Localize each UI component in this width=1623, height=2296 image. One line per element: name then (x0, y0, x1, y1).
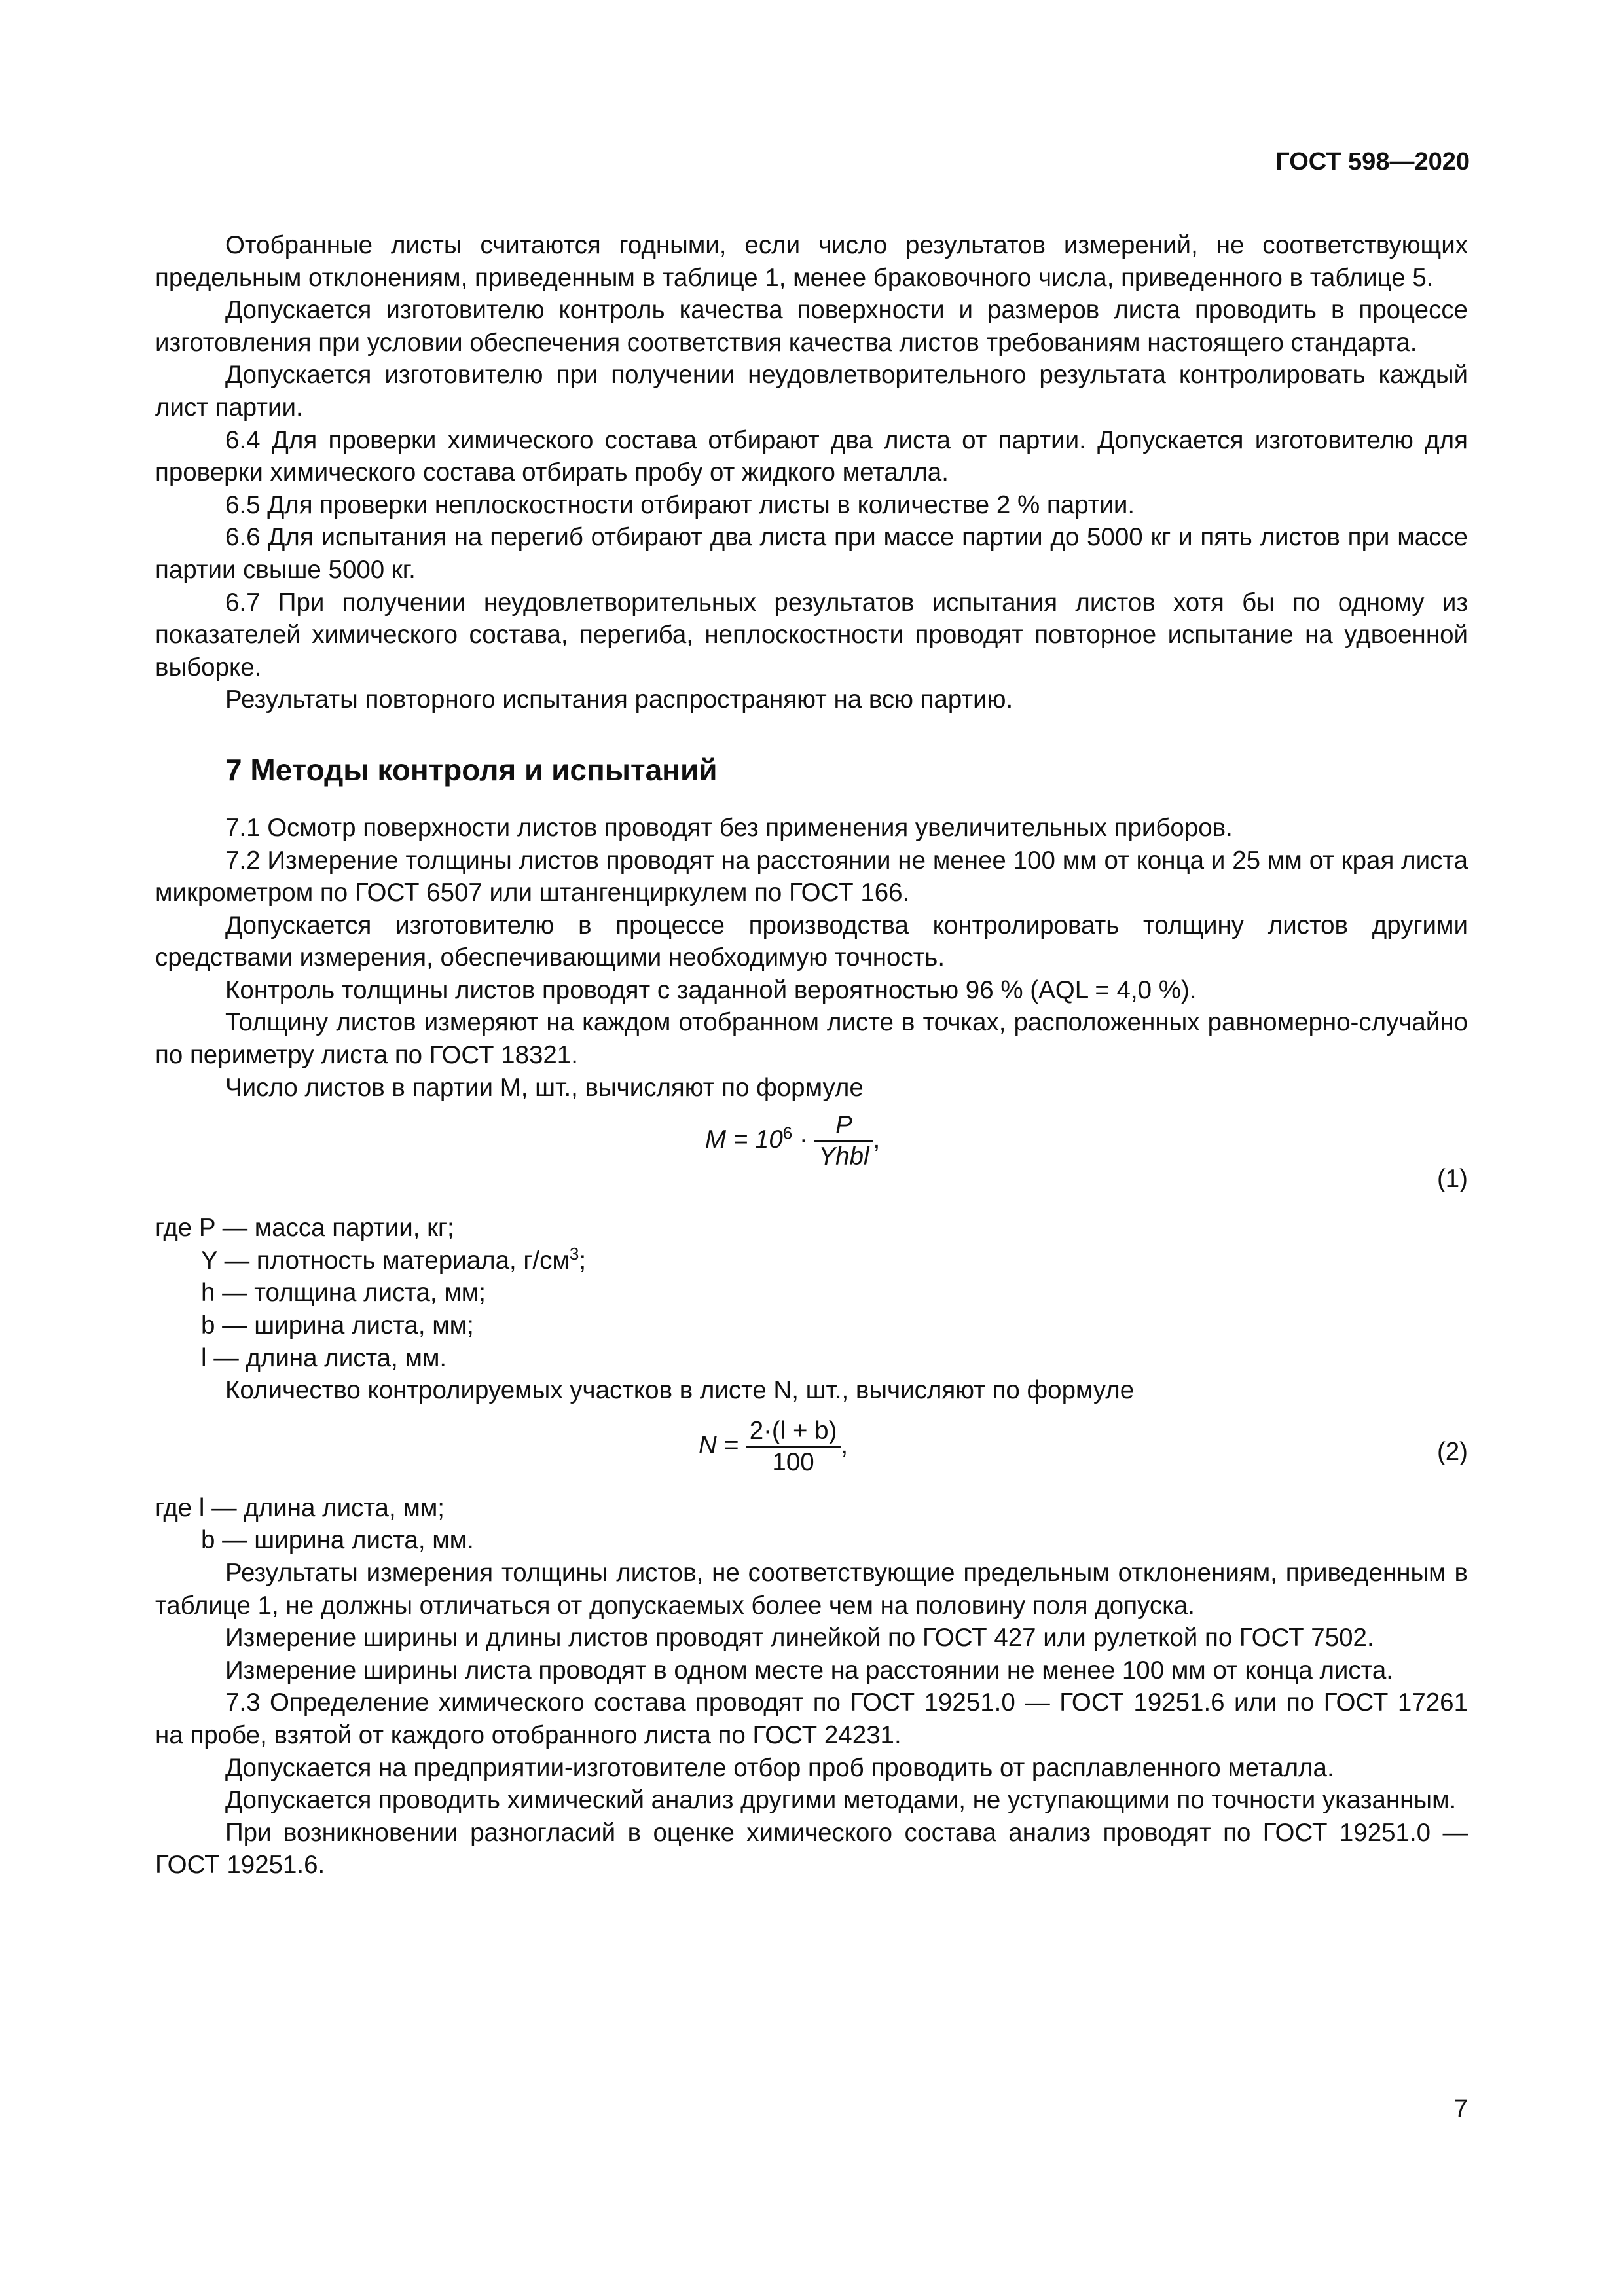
paragraph: Результаты повторного испытания распространяют на всю партию. (225, 685, 1013, 714)
formula-2-number: (2) (1436, 1437, 1468, 1466)
paragraph: Контроль толщины листов проводят с заданной вероятностью 96 % (AQL = 4,0 %). (225, 975, 1197, 1004)
formula-1-fraction (814, 1110, 873, 1172)
paragraph-6-7: 6.7 При получении неудовлетворительных результатов испытания листов хотя бы по одному из показателей химического состава, перегиба, неплоскостности проводят повторное испытание на удвоенной выборке. (155, 588, 1468, 682)
legend-item: b — ширина листа, мм; (201, 1311, 474, 1340)
paragraph: Допускается изготовителю контроль качества поверхности и размеров листа проводить в процессе изготовления при условии обеспечения соответствия качества листов требованиям настоящего стандарта. (155, 296, 1468, 357)
formula-1-dot: · (799, 1125, 808, 1154)
paragraph-6-4: 6.4 Для проверки химического состава отбирают два листа от партии. Допускается изготовителю для проверки химического состава отбирать пробу от жидкого металла. (155, 426, 1468, 487)
paragraph: Измерение ширины и длины листов проводят линейкой по ГОСТ 427 или рулеткой по ГОСТ 7502. (225, 1624, 1374, 1652)
formula-1-denominator: Yhbl (818, 1142, 869, 1171)
paragraph-6-6: 6.6 Для испытания на перегиб отбирают два листа при массе партии до 5000 кг и пять листов при массе партии свыше 5000 кг. (155, 523, 1468, 584)
paragraph-7-2: 7.2 Измерение толщины листов проводят на расстоянии не менее 100 мм от конца и 25 мм от края листа микрометром по ГОСТ 6507 или штангенциркулем по ГОСТ 166. (155, 846, 1468, 907)
legend-y-text: Y — плотность материала, г/см (201, 1246, 570, 1275)
formula-1-comma: , (873, 1125, 881, 1154)
paragraph: Количество контролируемых участков в листе N, шт., вычисляют по формуле (225, 1376, 1135, 1405)
paragraph: Допускается изготовителю в процессе производства контролировать толщину листов другими средствами измерения, обеспечивающими необходимую точность. (155, 911, 1468, 972)
paragraph: При возникновении разногласий в оценке химического состава анализ проводят по ГОСТ 19251.0 — ГОСТ 19251.6. (155, 1818, 1468, 1880)
formula-1-numerator: P (814, 1110, 873, 1142)
paragraph-7-3: 7.3 Определение химического состава проводят по ГОСТ 19251.0 — ГОСТ 19251.6 или по ГОСТ 17261 на пробе, взятой от каждого отобранного листа по ГОСТ 24231. (155, 1688, 1468, 1749)
legend-item: где l — длина листа, мм; (155, 1493, 445, 1522)
legend-item: b — ширина листа, мм. (201, 1526, 474, 1555)
paragraph: Допускается проводить химический анализ другими методами, не уступающими по точности указанным. (225, 1786, 1457, 1815)
legend-item: h — толщина листа, мм; (201, 1279, 486, 1307)
formula-2-numerator: 2·(l + b) (746, 1416, 841, 1448)
formula-2-legend (155, 1492, 1468, 1557)
legend-y-exponent: 3 (569, 1244, 579, 1264)
document-body (155, 229, 1468, 1882)
paragraph: Толщину листов измеряют на каждом отобранном листе в точках, расположенных равномерно-случайно по периметру листа по ГОСТ 18321. (155, 1008, 1468, 1070)
formula-1 (155, 1104, 1468, 1194)
paragraph: Измерение ширины листа проводят в одном месте на расстоянии не менее 100 мм от конца листа. (225, 1656, 1393, 1685)
formula-2-fraction (746, 1416, 841, 1478)
paragraph: Допускается на предприятии-изготовителе отбор проб проводить от расплавленного металла. (225, 1753, 1334, 1782)
paragraph-7-1: 7.1 Осмотр поверхности листов проводят без применения увеличительных приборов. (225, 813, 1233, 842)
legend-item: l — длина листа, мм. (201, 1343, 447, 1372)
page-number: 7 (1453, 2095, 1468, 2123)
formula-1-exponent: 6 (782, 1123, 793, 1143)
paragraph: Отобранные листы считаются годными, если число результатов измерений, не соответствующих предельным отклонениям, приведенным в таблице 1, менее браковочного числа, приведенного в таблице 5. (155, 231, 1468, 292)
paragraph: Результаты измерения толщины листов, не соответствующие предельным отклонениям, приведенным в таблице 1, не должны отличаться от допускаемых более чем на половину поля допуска. (155, 1559, 1468, 1620)
legend-item: где P — масса партии, кг; (155, 1214, 454, 1243)
section-title: 7 Методы контроля и испытаний (225, 752, 718, 787)
legend-item (155, 1245, 1468, 1277)
legend-y-tail: ; (579, 1246, 587, 1275)
paragraph: Число листов в партии M, шт., вычисляют по формуле (225, 1073, 864, 1102)
formula-2 (155, 1407, 1468, 1492)
formula-1-lhs: M = 10 (705, 1125, 783, 1154)
formula-1-legend (155, 1212, 1468, 1374)
formula-2-lhs: N = (699, 1430, 739, 1459)
formula-1-number: (1) (1436, 1165, 1468, 1194)
paragraph-6-5: 6.5 Для проверки неплоскостности отбирают листы в количестве 2 % партии. (225, 490, 1135, 519)
formula-2-comma: , (841, 1430, 848, 1459)
document-code: ГОСТ 598—2020 (1275, 148, 1470, 175)
formula-2-denominator: 100 (772, 1448, 814, 1476)
paragraph: Допускается изготовителю при получении неудовлетворительного результата контролировать каждый лист партии. (155, 361, 1468, 422)
